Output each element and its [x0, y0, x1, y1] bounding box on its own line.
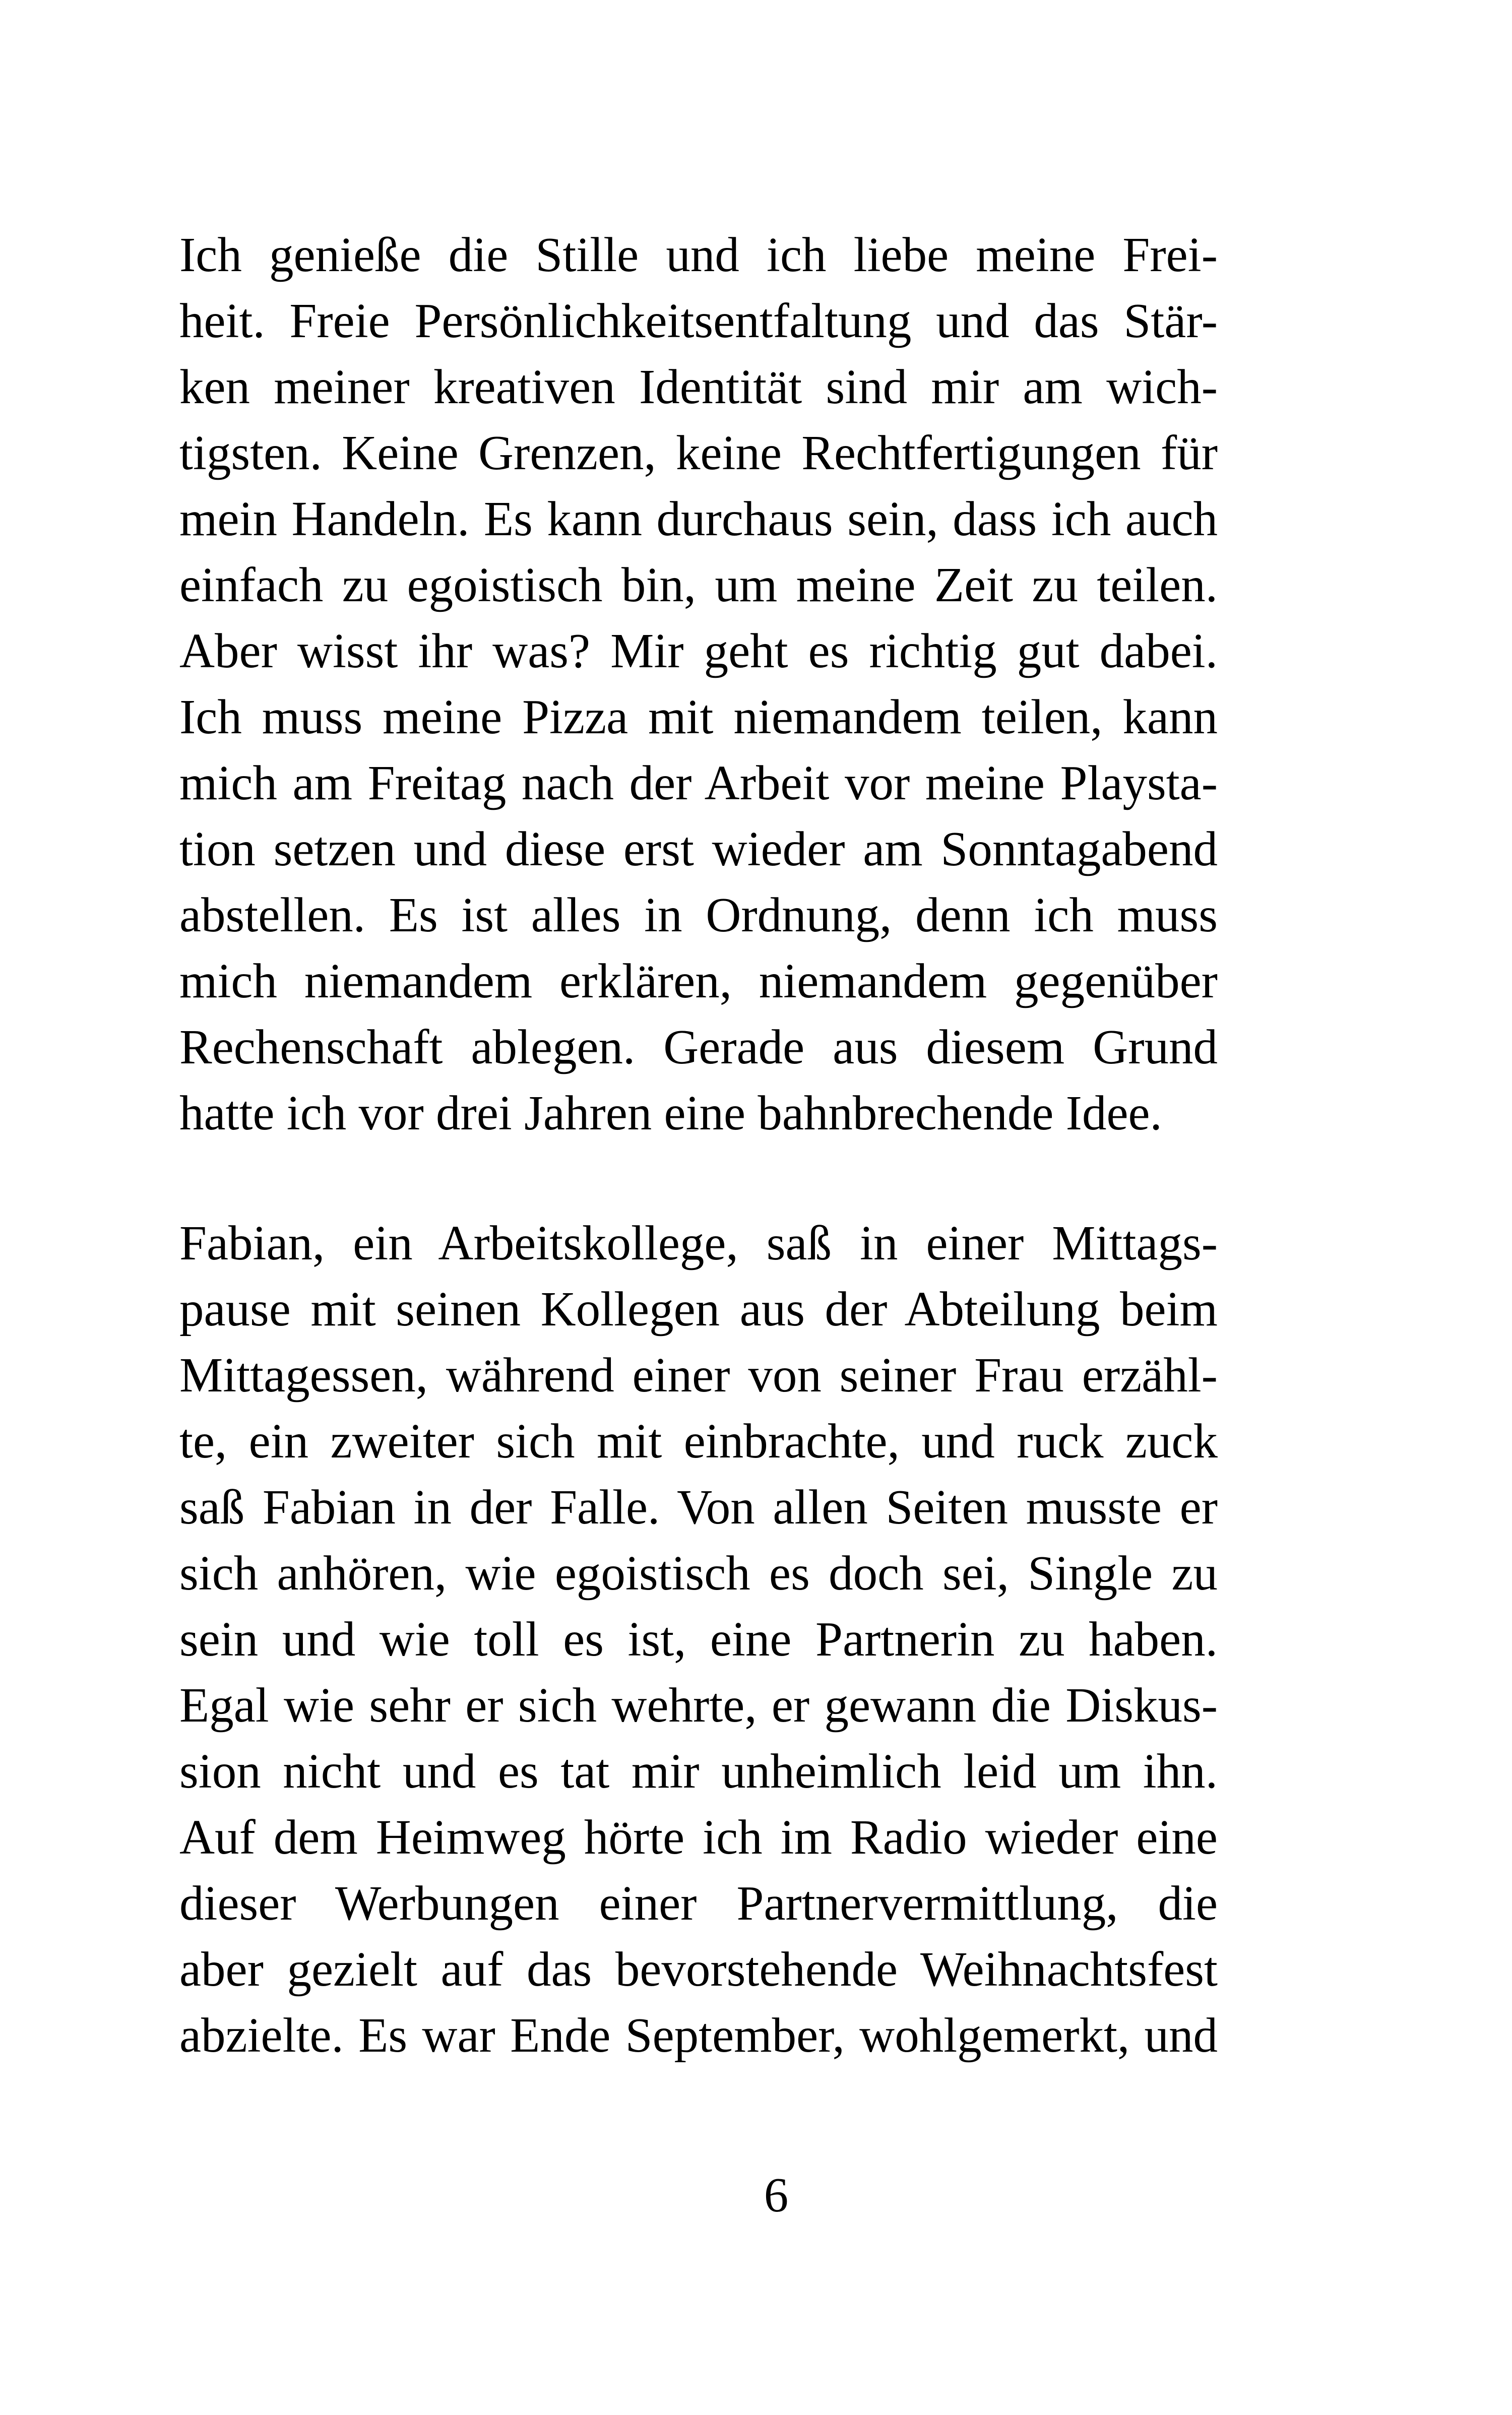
paragraph-1 — [179, 222, 1218, 1146]
text-line: Auf dem Heimweg hörte ich im Radio wieder eine — [179, 1810, 1218, 1864]
text-line: tigsten. Keine Grenzen, keine Rechtfertigungen für — [179, 426, 1218, 480]
text-line: einfach zu egoistisch bin, um meine Zeit zu teilen. — [179, 558, 1218, 612]
text-line: Mittagessen, während einer von seiner Frau erzähl- — [179, 1348, 1218, 1402]
text-line: Ich genieße die Stille und ich liebe meine Frei- — [179, 228, 1218, 282]
text-line: Fabian, ein Arbeitskollege, saß in einer Mittags- — [179, 1216, 1218, 1270]
text-line: sein und wie toll es ist, eine Partnerin zu haben. — [179, 1612, 1218, 1666]
text-line: sich anhören, wie egoistisch es doch sei, Single zu — [179, 1546, 1218, 1600]
text-line: dieser Werbungen einer Partnervermittlung, die — [179, 1876, 1218, 1930]
text-line: pause mit seinen Kollegen aus der Abteilung beim — [179, 1282, 1218, 1336]
text-line: saß Fabian in der Falle. Von allen Seiten musste er — [179, 1480, 1218, 1534]
text-line: te, ein zweiter sich mit einbrachte, und ruck zuck — [179, 1414, 1218, 1468]
text-line: Egal wie sehr er sich wehrte, er gewann die Diskus- — [179, 1678, 1218, 1732]
text-line: aber gezielt auf das bevorstehende Weihnachtsfest — [179, 1942, 1218, 1996]
paragraph-2 — [179, 1210, 1218, 2068]
text-line: abstellen. Es ist alles in Ordnung, denn ich muss — [179, 888, 1218, 942]
text-line: sion nicht und es tat mir unheimlich leid um ihn. — [179, 1744, 1218, 1798]
text-line: tion setzen und diese erst wieder am Sonntagabend — [179, 822, 1218, 876]
text-line: hatte ich vor drei Jahren eine bahnbrechende Idee. — [179, 1086, 1162, 1140]
text-line: Rechenschaft ablegen. Gerade aus diesem Grund — [179, 1020, 1218, 1074]
text-line: Ich muss meine Pizza mit niemandem teilen, kann — [179, 690, 1218, 744]
text-line: mein Handeln. Es kann durchaus sein, dass ich auch — [179, 492, 1218, 546]
text-line: mich niemandem erklären, niemandem gegenüber — [179, 954, 1218, 1008]
text-line: mich am Freitag nach der Arbeit vor meine Playsta- — [179, 756, 1218, 810]
text-line: ken meiner kreativen Identität sind mir am wich- — [179, 360, 1218, 414]
page-number: 6 — [764, 2168, 789, 2222]
text-line: abzielte. Es war Ende September, wohlgemerkt, und — [179, 2008, 1218, 2062]
text-line: Aber wisst ihr was? Mir geht es richtig gut dabei. — [179, 624, 1218, 678]
text-line: heit. Freie Persönlichkeitsentfaltung und das Stär- — [179, 294, 1218, 348]
